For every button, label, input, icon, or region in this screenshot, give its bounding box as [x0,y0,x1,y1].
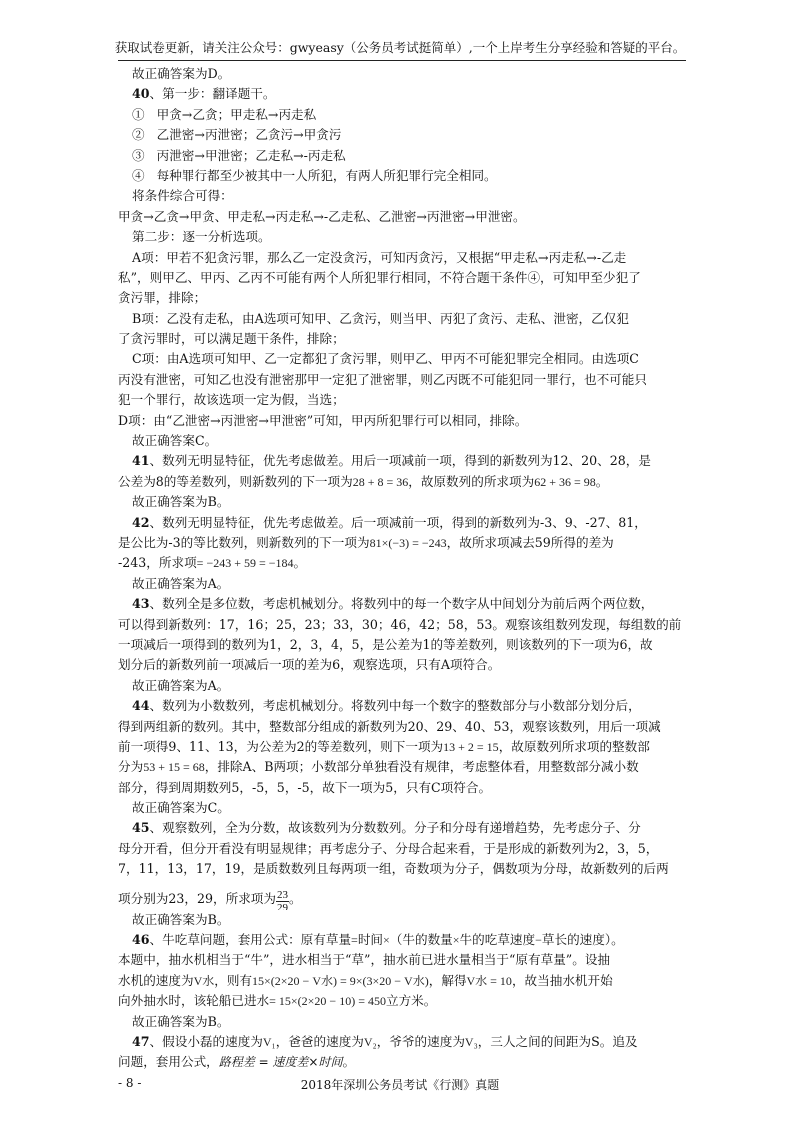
question-number: 44 [132,698,150,714]
answer-45: 故正确答案为B。 [132,911,230,927]
q43-line-2: 可以得到新数列：17，16；25，23；33，30；46，42；58，53。观察该组数列发现，每组数的前 [118,616,682,632]
q46-line-4 [118,991,686,1011]
math-expression: 13 + 2 = 15 [443,739,499,754]
q47-text: 。 [342,1054,356,1070]
q44-line-3 [118,737,686,757]
q45-text: 项分别为23，29，所求项为 [118,890,276,906]
q47-line-2 [118,1052,686,1072]
math-expression: 62 + 36 = 98 [534,474,596,489]
answer-39: 故正确答案为D。 [132,66,231,81]
q40-option-d: D项：由“乙泄密→丙泄密→甲泄密”可知，甲丙所犯罪行可以相同，排除。 [118,412,528,428]
q41-line-2 [118,472,686,492]
q43-line-4: 划分后的新数列前一项减后一项的差为6，观察选项，只有A项符合。 [118,657,501,673]
q44-line-5: 部分，得到周期数列5，-5，5，-5，故下一项为5，只有C项符合。 [118,779,492,795]
math-expression: V水 = 10 [466,973,512,988]
q40-option-a-cont: 贪污罪，排除； [118,290,207,306]
q47-text: 、假设小磊的速度为 [149,1033,263,1049]
math-expression: 53 + 15 = 68 [143,760,205,775]
q40-option-c-cont: 犯一个罪行，故该选项一定为假，当选； [118,392,345,408]
math-expression: V₃ [464,1034,478,1049]
q42-text: 是公比为-3的等比数列，则新数列的下一项为 [118,534,370,550]
q44-text: ，故原数列所求项的整数部 [498,738,650,754]
math-expression: V₂ [363,1034,377,1049]
times-sign: × [383,933,390,948]
q42-line-2 [118,533,686,553]
math-expression: 15×(2×20 − V水) = 9×(3×20 − V水) [252,973,429,988]
q41-text: 公差为8的等差数列，则新数列的下一项为 [118,473,353,489]
math-expression: V₁ [262,1034,276,1049]
q41-text: 。 [595,473,609,489]
math-expression: 28 + 8 = 36 [352,474,409,489]
minus-sign: − [535,933,542,948]
q44-line-2: 得到两组新的数列。其中，整数部分组成的新数列为20、29、40、53，观察该数列，用后一项减 [118,718,661,734]
q40-option-c: C项：由A选项可知甲、乙一定都犯了贪污罪，则甲乙、甲丙不可能犯罪完全相同。由选项C [132,351,639,367]
q47-text: ，爸爸的速度为 [275,1033,364,1049]
cond-mark: ② [132,127,145,143]
q42-text: -243，所求项 [118,555,197,571]
q40-cond-2 [118,125,686,145]
q45-text: 、观察数列，全为分数，故该数列为分数数列。分子和分母有递增趋势，先考虑分子、分 [149,820,641,836]
q42-line-3 [118,553,686,573]
math-expression: 81×(−3) = −243 [369,535,447,550]
q46-text: 、牛吃草问题，套用公式：原有草量 [149,932,352,948]
cond-text: 乙泄密→丙泄密；乙贪污→甲贪污 [156,127,342,143]
q40-option-b: B项：乙没有走私，由A选项可知甲、乙贪污，则当甲、丙犯了贪污、走私、泄密，乙仅犯 [132,310,629,326]
q46-text: 水机的速度为 [118,972,194,988]
footer-title: 2018年深圳公务员考试《行测》真题 [300,1078,500,1092]
q41-line-1 [118,451,686,471]
q46-line-2: 本题中，抽水机相当于“牛”，进水相当于“草”，抽水前已进水量相当于“原有草量”。设抽 [118,952,611,968]
q46-line-1 [118,930,686,950]
fraction [276,889,289,910]
equals-sign: = [351,933,358,948]
fraction-denominator: 29 [277,901,288,910]
times-sign: × [452,933,460,948]
q43-line-1 [118,594,686,614]
q45-line-3: 7，11，13，17，19，是质数数列且每两项一组，奇数项为分子，偶数项为分母，故新数列的后两 [118,861,669,877]
cond-text: 丙泄密→甲泄密；乙走私→-丙走私 [156,147,346,163]
q40-cond-3 [118,146,686,166]
question-number: 46 [132,932,150,948]
cond-mark: ④ [132,167,145,183]
page-header: 获取试卷更新，请关注公众号：gwyeasy（公务员考试挺简单）,一个上岸考生分享经验和答疑的平台。 [114,40,686,55]
q44-text: 前一项得9、11、13，为公差为2的等差数列，则下一项为 [118,738,444,754]
q42-text: 。 [293,555,307,571]
math-expression: = −243 + 59 = −184 [196,556,294,571]
answer-44: 故正确答案为C。 [132,800,230,816]
answer-43: 故正确答案为A。 [132,677,230,693]
q47-text: ，爷爷的速度为 [376,1033,465,1049]
cond-mark: ③ [132,147,145,163]
q47-text: ，三人之间的间距为S。追及 [477,1033,638,1049]
q44-text: 分为 [118,759,144,775]
answer-41: 故正确答案为B。 [132,494,230,510]
q43-line-3: 一项减后一项得到的数列为1，2，3，4，5，是公差为1的等差数列，则该数列的下一项为6，故 [118,636,653,652]
q40-intro-text: 、第一步：翻译题干。 [149,86,276,102]
cond-text: 每种罪行都至少被其中一人所犯，有两人所犯罪行完全相同。 [156,167,497,183]
q40-cond-4 [118,166,686,186]
header-rule [118,60,686,61]
q41-text: ，故原数列的所求项为 [408,473,535,489]
q40-option-c-cont: 丙没有泄密，可知乙也没有泄密那甲一定犯了泄密罪，则乙丙既不可能犯同一罪行，也不可能只 [118,371,647,387]
q46-text: 向外抽水时，该轮船已进水 [118,993,270,1009]
q44-text: 、数列为小数数列，考虑机械划分。将数列中每一个数字的整数部分与小数部分划分后， [149,698,641,714]
q45-line-1 [118,818,686,838]
q40-combine: 将条件综合可得： [132,188,233,204]
q40-intro [118,84,686,104]
q44-line-1 [118,696,686,716]
q46-text: 立方米。 [385,993,437,1009]
question-number: 45 [132,820,150,836]
math-expression: V水 [193,973,215,988]
page-number: - 8 - [118,1076,142,1090]
cond-text: 甲贪→乙贪；甲走私→丙走私 [156,106,317,122]
q46-text: （牛的数量 [389,932,453,948]
q46-text: 牛的吃草速度 [459,932,536,948]
formula-text: 路程差 = 速度差×时间 [218,1055,343,1070]
question-number: 40 [132,86,150,102]
fraction-numerator: 23 [277,888,288,901]
q47-text: 问题，套用公式， [118,1054,219,1070]
q41-text: 、数列无明显特征，优先考虑做差。用后一项减前一项，得到的新数列为12、20、28，是 [149,453,651,469]
q46-text: 时间 [357,932,383,948]
question-number: 42 [132,514,150,530]
q40-option-b-cont: 了贪污罪时，可以满足题干条件，排除； [118,331,345,347]
answer-42: 故正确答案为A。 [132,575,230,591]
q40-step2: 第二步：逐一分析选项。 [132,229,271,245]
q45-text: 。 [289,890,302,906]
cond-mark: ① [132,106,145,122]
q44-text: ，排除A、B两项；小数部分单独看没有规律，考虑整体看，用整数部分减小数 [204,759,639,775]
answer-40: 故正确答案C。 [132,433,218,449]
q40-cond-1 [118,105,686,125]
q46-line-3 [118,971,686,991]
q46-text: ，则有 [214,972,253,988]
question-number: 47 [132,1033,150,1049]
q46-text: 草长的速度）。 [541,932,624,948]
q40-chain: 甲贪→乙贪→甲贪、甲走私→丙走私→-乙走私、乙泄密→丙泄密→甲泄密。 [118,208,526,224]
q45-line-2: 母分开看，但分开看没有明显规律；再考虑分子、分母合起来看，于是形成的新数列为2，3，5， [118,840,659,856]
q40-option-a: A项：甲若不犯贪污罪，那么乙一定没贪污，可知丙贪污，又根据“甲走私→丙走私→-乙走 [132,249,627,265]
q42-line-1 [118,513,686,533]
question-number: 43 [132,596,150,612]
answer-46: 故正确答案为B。 [132,1013,230,1029]
question-number: 41 [132,453,150,469]
q43-text: 、数列全是多位数，考虑机械划分。将数列中的每一个数字从中间划分为前后两个两位数， [149,596,654,612]
q42-text: 、数列无明显特征，优先考虑做差。后一项减前一项，得到的新数列为-3、9、-27、81， [149,514,647,530]
q46-text: ，解得 [428,972,467,988]
q44-line-4 [118,757,686,777]
q40-option-a-cont: 私”，则甲乙、甲丙、乙丙不可能有两个人所犯罪行相同，不符合题干条件④，可知甲至少犯了 [118,269,641,285]
q42-text: ，故所求项减去59所得的差为 [446,534,614,550]
q46-text: ，故当抽水机开始 [511,972,613,988]
math-expression: = 15×(2×20 − 10) = 450 [269,994,386,1009]
q45-line-4 [118,880,686,910]
page-content [118,64,686,1073]
q47-line-1 [118,1032,686,1052]
